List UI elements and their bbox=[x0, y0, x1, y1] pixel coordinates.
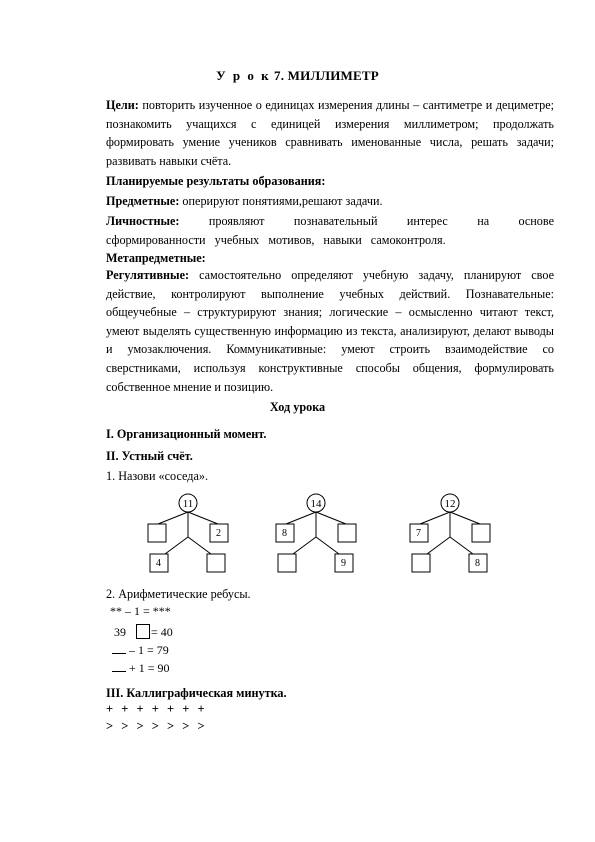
tree-branch bbox=[188, 537, 211, 554]
tree-branch bbox=[420, 512, 450, 524]
rebus-line-3 bbox=[112, 643, 169, 657]
tree-bottom-right-box-value: 8 bbox=[475, 558, 480, 569]
task-2-label: 2. Арифметические ребусы. bbox=[106, 587, 251, 601]
tree-branch bbox=[316, 537, 339, 554]
lesson-heading: Ход урока bbox=[269, 400, 326, 414]
section-3-heading: III. Каллиграфическая минутка. bbox=[106, 686, 287, 700]
tree-top-number: 14 bbox=[310, 498, 322, 510]
rebus-blank-3 bbox=[112, 643, 126, 654]
results-heading: Планируемые результаты образования: bbox=[106, 174, 326, 188]
tree-branch bbox=[286, 512, 316, 524]
tree-branch bbox=[158, 512, 188, 524]
tree-bottom-left-box bbox=[412, 554, 430, 572]
tree-branch bbox=[450, 512, 480, 524]
rebus-blank-4 bbox=[112, 661, 126, 672]
calligraphy-line-1: + + + + + + + bbox=[106, 702, 208, 716]
tree-bottom-left-box bbox=[278, 554, 296, 572]
section-2-heading: II. Устный счёт. bbox=[106, 449, 193, 463]
regulative-text: самостоятельно определяют учебную задачу, планируют свое действие, контролируют выполнение учебных действий. Познавательные: общеучебные – структурируют знания; логические – осмысленно читают текст, умеют выделять существенную информацию из текста, анализируют, делают выводы и умозаключения. Коммуникативные: умеют строить взаимодействие со сверстниками, используя конструктивные способы общения, формулировать собственное мнение и позицию. bbox=[106, 268, 554, 394]
tree-right-box-value: 2 bbox=[216, 528, 221, 539]
tree-branch bbox=[427, 537, 450, 554]
tree-branch bbox=[293, 537, 316, 554]
tree-left-box-value: 8 bbox=[282, 528, 287, 539]
personal-text: проявляют познавательный интерес на основе сформированности учебных мотивов, навыки самоконтроля. bbox=[106, 214, 554, 247]
subject-text: оперируют понятиями,решают задачи. bbox=[179, 194, 383, 208]
tree-branch bbox=[165, 537, 188, 554]
tree-1 bbox=[148, 494, 228, 572]
tree-right-box bbox=[472, 524, 490, 542]
tree-2 bbox=[276, 494, 356, 572]
section-1-heading: I. Организационный момент. bbox=[106, 427, 267, 441]
task-1-label: 1. Назови «соседа». bbox=[106, 469, 209, 483]
personal-label: Личностные: bbox=[106, 214, 180, 228]
rebus-line-2-a: 39 bbox=[114, 625, 126, 639]
tree-branch bbox=[450, 537, 473, 554]
tree-branch bbox=[188, 512, 218, 524]
tree-bottom-right-box bbox=[207, 554, 225, 572]
tree-top-number: 12 bbox=[444, 498, 456, 510]
regulative-label: Регулятивные: bbox=[106, 268, 190, 282]
goals-label: Цели: bbox=[106, 98, 139, 112]
meta-heading: Метапредметные: bbox=[106, 251, 206, 265]
tree-bottom-left-box-value: 4 bbox=[156, 558, 161, 569]
tree-top-number: 11 bbox=[182, 498, 194, 510]
tree-branch bbox=[316, 512, 346, 524]
subject-label: Предметные: bbox=[106, 194, 180, 208]
tree-left-box-value: 7 bbox=[416, 528, 421, 539]
tree-right-box bbox=[338, 524, 356, 542]
rebus-line-4 bbox=[112, 661, 170, 675]
title-rest: 7. МИЛЛИМЕТР bbox=[270, 68, 379, 83]
tree-3 bbox=[410, 494, 490, 572]
rebus-line-3-text: – 1 = 79 bbox=[129, 643, 169, 657]
calligraphy-line-2: > > > > > > > bbox=[106, 719, 208, 733]
rebus-line-1: ** – 1 = *** bbox=[110, 604, 171, 618]
rebus-empty-box bbox=[136, 624, 150, 639]
goals-text: повторить изученное о единицах измерения длины – сантиметре и дециметре; познакомить учащихся с единицей измерения миллиметром; продолжать формировать умение учеников сравнивать именованные числа, решать задачи; развивать навыки счёта. bbox=[106, 98, 554, 168]
title-prefix: У р о к bbox=[216, 68, 271, 83]
rebus-line-4-text: + 1 = 90 bbox=[129, 661, 170, 675]
rebus-line-2 bbox=[114, 624, 173, 639]
tree-left-box bbox=[148, 524, 166, 542]
rebus-line-2-b: = 40 bbox=[151, 625, 173, 639]
tree-bottom-right-box-value: 9 bbox=[341, 558, 346, 569]
